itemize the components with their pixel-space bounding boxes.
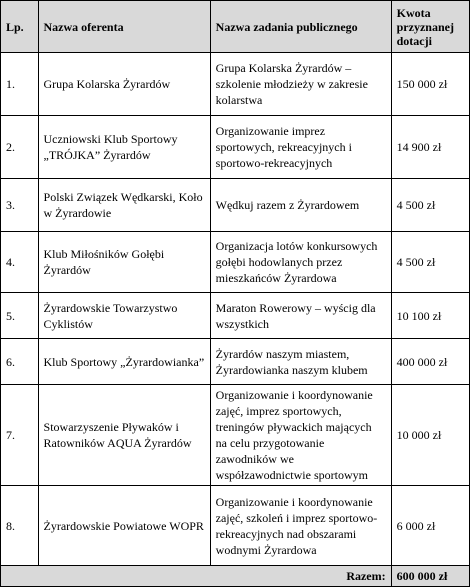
cell-zadanie: Organizacja lotów konkursowych gołębi hodowlanych przez mieszkańców Żyrardowa [210,232,391,293]
cell-zadanie: Organizowanie i koordynowanie zajęć, szkoleń i imprez sportowo-rekreacyjnych nad obszarami wodnymi Żyrardowa [210,486,391,566]
total-row [1,566,470,587]
total-label: Razem: [1,566,392,587]
table-row [1,53,470,116]
cell-zadanie: Grupa Kolarska Żyrardów – szkolenie młodzieży w zakresie kolarstwa [210,53,391,116]
cell-kwota: 6 000 zł [391,486,469,566]
cell-kwota: 10 100 zł [391,293,469,339]
table-row [1,339,470,385]
cell-kwota: 14 900 zł [391,116,469,179]
header-kwota: Kwota przyznanej dotacji [391,1,469,53]
cell-oferent: Żyrardowskie Towarzystwo Cyklistów [38,293,210,339]
table-row [1,232,470,293]
cell-kwota: 4 500 zł [391,179,469,232]
cell-oferent: Uczniowski Klub Sportowy „TRÓJKA” Żyrardów [38,116,210,179]
cell-zadanie: Organizowanie imprez sportowych, rekreacyjnych i sportowo-rekreacyjnych [210,116,391,179]
cell-zadanie: Organizowanie i koordynowanie zajęć, imprez sportowych, treningów pływackich mających na celu przygotowanie zawodników we współzawodnictwie sportowym [210,385,391,486]
total-value: 600 000 zł [391,566,469,587]
table-row [1,116,470,179]
table-row [1,293,470,339]
cell-kwota: 150 000 zł [391,53,469,116]
cell-lp: 4. [1,232,39,293]
cell-zadanie: Maraton Rowerowy – wyścig dla wszystkich [210,293,391,339]
cell-oferent: Stowarzyszenie Pływaków i Ratowników AQUA Żyrardów [38,385,210,486]
table-row [1,385,470,486]
cell-lp: 1. [1,53,39,116]
cell-lp: 6. [1,339,39,385]
cell-oferent: Żyrardowskie Powiatowe WOPR [38,486,210,566]
table-row [1,179,470,232]
cell-kwota: 10 000 zł [391,385,469,486]
cell-kwota: 400 000 zł [391,339,469,385]
header-oferent: Nazwa oferenta [38,1,210,53]
header-zadanie: Nazwa zadania publicznego [210,1,391,53]
cell-zadanie: Wędkuj razem z Żyrardowem [210,179,391,232]
cell-lp: 7. [1,385,39,486]
header-row [1,1,470,53]
table-row [1,486,470,566]
cell-lp: 8. [1,486,39,566]
cell-kwota: 4 500 zł [391,232,469,293]
cell-oferent: Polski Związek Wędkarski, Koło w Żyrardowie [38,179,210,232]
header-lp: Lp. [1,1,39,53]
cell-oferent: Klub Miłośników Gołębi Żyrardów [38,232,210,293]
cell-oferent: Klub Sportowy „Żyrardowianka” [38,339,210,385]
cell-zadanie: Żyrardów naszym miastem, Żyrardowianka naszym klubem [210,339,391,385]
cell-lp: 5. [1,293,39,339]
cell-lp: 3. [1,179,39,232]
cell-lp: 2. [1,116,39,179]
cell-oferent: Grupa Kolarska Żyrardów [38,53,210,116]
